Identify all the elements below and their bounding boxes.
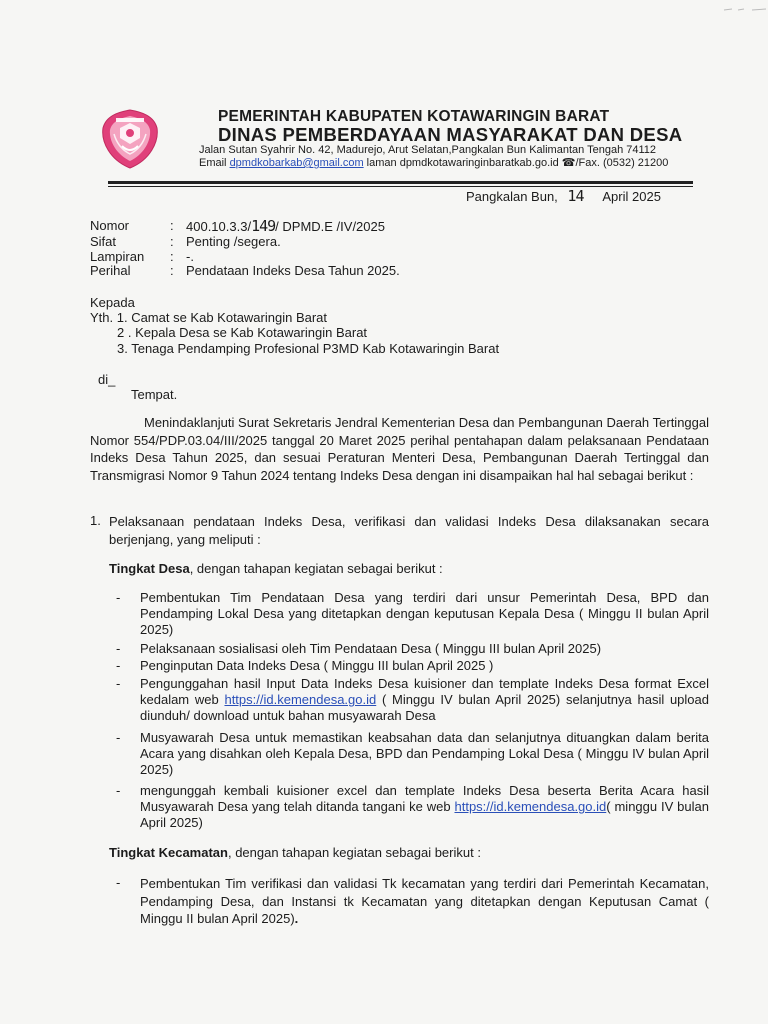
date-month-year: April 2025 (602, 189, 661, 204)
point-1-number: 1. (90, 513, 101, 528)
nomor-handwritten: 149 (251, 217, 276, 235)
header-divider-thin (108, 186, 693, 187)
intro-paragraph: Menindaklanjuti Surat Sekretaris Jendral Kementerian Desa dan Pembangunan Daerah Tertinggal Nomor 554/PDP.03.04/III/2025 tanggal 20 Maret 2025 perihal pentahapan dalam pelaksanaan Pendataan Indeks Desa Tahun 2025, dan sesuai Peraturan Menteri Desa, Pembangunan Daerah Tertinggal dan Transmigrasi Nomor 9 Tahun 2024 tentang Indeks Desa dengan ini disampaikan hal hal sebagai berikut : (90, 415, 709, 483)
desa-bullet-5: Musyawarah Desa untuk memastikan keabsahan data dan selanjutnya dituangkan dalam berita Acara yang disahkan oleh Kepala Desa, BPD dan Pendamping Lokal Desa ( Minggu IV bulan April 2025) (140, 730, 709, 778)
phone-icon: ☎ (561, 157, 576, 169)
kemendesa-link[interactable]: https://id.kemendesa.go.id (224, 692, 377, 708)
meta-label-sifat: Sifat (90, 234, 117, 249)
desa-bullet-6 (140, 783, 709, 832)
desa-bullet-2-dash: - (116, 641, 121, 656)
desa-bullet-4-dash: - (116, 676, 121, 691)
header-contact (199, 156, 668, 169)
phone-number: /Fax. (0532) 21200 (575, 157, 669, 169)
header-office-name: DINAS PEMBERDAYAAN MASYARAKAT DAN DESA (218, 124, 683, 145)
meta-label-nomor: Nomor (90, 218, 130, 233)
meta-value-perihal: Pendataan Indeks Desa Tahun 2025. (186, 263, 400, 278)
recipient-2: 2 . Kepala Desa se Kab Kotawaringin Barat (117, 325, 368, 340)
recipient-kepada: Kepada (90, 295, 135, 310)
desa-bullet-4-text-a: Pengunggahan hasil Input Data Indeks Desa kuisioner dan template Indeks Desa format Excel kedalam web (140, 676, 709, 708)
desa-bullet-4 (140, 676, 709, 725)
desa-bullet-3-dash: - (116, 658, 121, 673)
nomor-suffix: / DPMD.E /IV/2025 (275, 219, 385, 234)
point-1-text: Pelaksanaan pendataan Indeks Desa, verifikasi dan validasi Indeks Desa dilaksanakan secara berjenjang, yang meliputi : (109, 514, 709, 547)
date-day-handwritten: 14 (567, 187, 584, 205)
desa-bullet-3: Penginputan Data Indeks Desa ( Minggu III bulan April 2025 ) (140, 658, 494, 673)
scan-artifact (722, 0, 768, 6)
meta-sep-perihal: : (170, 263, 174, 278)
kecamatan-bullet-1-text: Pembentukan Tim verifikasi dan validasi Tk kecamatan yang terdiri dari Pemerintah Kecamatan, Pendamping Desa, dan Instansi tk Kecamatan yang ditetapkan dengan Keputusan Camat ( Minggu II bulan April 2025) (140, 876, 709, 926)
meta-sep-sifat: : (170, 234, 174, 249)
recipient-3: 3. Tenaga Pendamping Profesional P3MD Kab Kotawaringin Barat (117, 341, 500, 356)
regency-logo (100, 108, 160, 170)
desa-heading-rest: , dengan tahapan kegiatan sebagai berikut : (189, 561, 443, 576)
desa-bullet-5-dash: - (116, 730, 121, 745)
meta-sep-nomor: : (170, 218, 174, 233)
letter-date (466, 188, 661, 205)
desa-bullet-6-text-b: ( minggu IV bulan April 2025) (140, 799, 709, 831)
email-link[interactable]: dpmdkobarkab@gmail.com (229, 157, 364, 169)
desa-bullet-1-dash: - (116, 590, 121, 605)
desa-heading-bold: Tingkat Desa (109, 561, 190, 576)
desa-bullet-6-text-a: mengunggah kembali kuisioner excel dan template Indeks Desa beserta Berita Acara hasil Musyawarah Desa yang telah ditanda tangani ke web (140, 783, 709, 815)
desa-bullet-1: Pembentukan Tim Pendataan Desa yang terdiri dari unsur Pemerintah Desa, BPD dan Pendamping Lokal Desa yang ditetapkan dengan keputusan Kepala Desa ( Minggu II bulan April 2025) (140, 590, 709, 638)
meta-label-lampiran: Lampiran (90, 249, 145, 264)
recipient-di: di_ (98, 372, 116, 387)
desa-bullet-4-text-b: ( Minggu IV bulan April 2025) selanjutnya hasil upload diunduh/ download untuk bahan musyawarah Desa (140, 692, 709, 724)
meta-sep-lampiran: : (170, 249, 174, 264)
desa-heading (109, 561, 443, 577)
kecamatan-heading-rest: , dengan tahapan kegiatan sebagai berikut : (227, 845, 481, 860)
email-label: Email (199, 157, 230, 169)
header-divider-thick (108, 181, 693, 184)
kemendesa-link-2[interactable]: https://id.kemendesa.go.id (454, 799, 607, 815)
header-government-name: PEMERINTAH KABUPATEN KOTAWARINGIN BARAT (218, 108, 610, 125)
meta-value-lampiran: -. (186, 249, 194, 264)
meta-value-sifat: Penting /segera. (186, 234, 281, 249)
kecamatan-bullet-1 (140, 875, 709, 928)
kecamatan-heading-bold: Tingkat Kecamatan (109, 845, 228, 860)
recipient-tempat: Tempat. (131, 387, 178, 402)
header-address: Jalan Sutan Syahrir No. 42, Madurejo, Arut Selatan,Pangkalan Bun Kalimantan Tengah 74112 (199, 144, 657, 156)
date-place: Pangkalan Bun, (466, 189, 558, 204)
nomor-prefix: 400.10.3.3/ (186, 219, 252, 234)
kecamatan-heading (109, 845, 481, 861)
site-label: laman dpmdkotawaringinbaratkab.go.id (363, 157, 562, 169)
meta-value-nomor (186, 218, 385, 235)
kecamatan-bullet-1-end: . (294, 911, 299, 926)
meta-label-perihal: Perihal (90, 263, 131, 278)
desa-bullet-6-dash: - (116, 783, 121, 798)
recipient-1: Yth. 1. Camat se Kab Kotawaringin Barat (90, 310, 328, 325)
kecamatan-bullet-1-dash: - (116, 875, 121, 890)
desa-bullet-2: Pelaksanaan sosialisasi oleh Tim Pendataan Desa ( Minggu III bulan April 2025) (140, 641, 602, 656)
